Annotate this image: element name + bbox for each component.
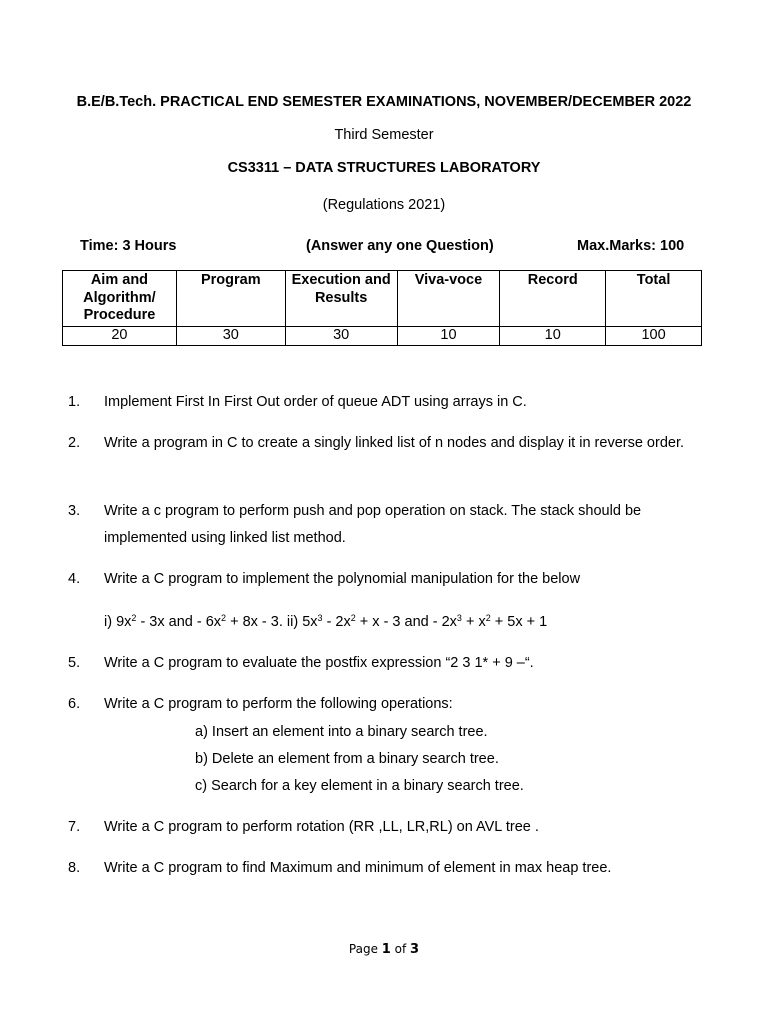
marks-value-cell: 30	[176, 327, 285, 346]
question-text: Write a C program to perform rotation (RR ,LL, LR,RL) on AVL tree .	[104, 819, 539, 835]
poly-part: i) 9x	[104, 614, 132, 630]
polynomial-expression	[104, 614, 547, 630]
question-number: 5.	[68, 655, 81, 671]
marks-value-cell: 30	[285, 327, 397, 346]
question-text: Write a c program to perform push and pop operation on stack. The stack should be implemented using linked list method.	[104, 503, 642, 546]
poly-part: + x - 3 and - 2x	[355, 614, 457, 630]
marks-table	[62, 270, 702, 346]
question-number: 6.	[68, 696, 81, 712]
page-footer	[0, 942, 768, 957]
question-number: 3.	[68, 503, 81, 519]
poly-exponent: 3	[317, 613, 323, 623]
poly-exponent: 3	[456, 613, 462, 623]
poly-exponent: 2	[350, 613, 356, 623]
marks-header-row	[63, 271, 702, 327]
exam-title: B.E/B.Tech. PRACTICAL END SEMESTER EXAMINATIONS, NOVEMBER/DECEMBER 2022	[76, 94, 692, 110]
marks-value-cell: 20	[63, 327, 177, 346]
marks-value-cell: 10	[397, 327, 500, 346]
instruction-label: (Answer any one Question)	[306, 238, 494, 254]
poly-part: - 3x and - 6x	[136, 614, 222, 630]
marks-header-cell: Program	[176, 271, 285, 327]
poly-part: + 5x + 1	[490, 614, 548, 630]
question-number: 8.	[68, 860, 81, 876]
bst-op-insert: a) Insert an element into a binary search tree.	[195, 724, 488, 740]
bst-op-delete: b) Delete an element from a binary search tree.	[195, 751, 499, 767]
max-marks-label: Max.Marks: 100	[577, 238, 685, 254]
question-number: 4.	[68, 571, 81, 587]
semester-label: Third Semester	[334, 127, 434, 143]
poly-part: + x	[461, 614, 486, 630]
marks-value-cell: 100	[606, 327, 702, 346]
regulations-label: (Regulations 2021)	[322, 197, 446, 213]
question-text: Implement First In First Out order of queue ADT using arrays in C.	[104, 394, 527, 410]
marks-header-cell: Execution and Results	[285, 271, 397, 327]
poly-exponent: 2	[131, 613, 137, 623]
course-title: CS3311 – DATA STRUCTURES LABORATORY	[227, 160, 541, 176]
question-text: Write a C program to implement the polynomial manipulation for the below	[104, 571, 581, 587]
marks-value-cell: 10	[500, 327, 606, 346]
question-text: Write a C program to find Maximum and minimum of element in max heap tree.	[104, 860, 612, 876]
total-pages: 3	[410, 942, 420, 957]
time-label: Time: 3 Hours	[80, 238, 177, 254]
of-word: of	[390, 942, 411, 956]
poly-exponent: 2	[485, 613, 491, 623]
bst-op-search: c) Search for a key element in a binary search tree.	[195, 778, 524, 794]
question-text: Write a C program to perform the following operations:	[104, 696, 453, 712]
question-text: Write a C program to evaluate the postfix expression “2 3 1* + 9 –“.	[104, 655, 534, 671]
question-number: 7.	[68, 819, 81, 835]
question-text: Write a program in C to create a singly linked list of n nodes and display it in reverse order.	[104, 435, 685, 451]
marks-header-cell: Record	[500, 271, 606, 327]
page-number: 1	[381, 942, 391, 957]
poly-part: + 8x - 3. ii) 5x	[226, 614, 318, 630]
page-word: Page	[348, 942, 382, 956]
marks-header-cell: Aim and Algorithm/ Procedure	[63, 271, 177, 327]
marks-header-cell: Total	[606, 271, 702, 327]
marks-value-row	[63, 327, 702, 346]
poly-part: - 2x	[322, 614, 351, 630]
question-number: 2.	[68, 435, 81, 451]
question-number: 1.	[68, 394, 81, 410]
marks-header-cell: Viva-voce	[397, 271, 500, 327]
poly-exponent: 2	[221, 613, 227, 623]
